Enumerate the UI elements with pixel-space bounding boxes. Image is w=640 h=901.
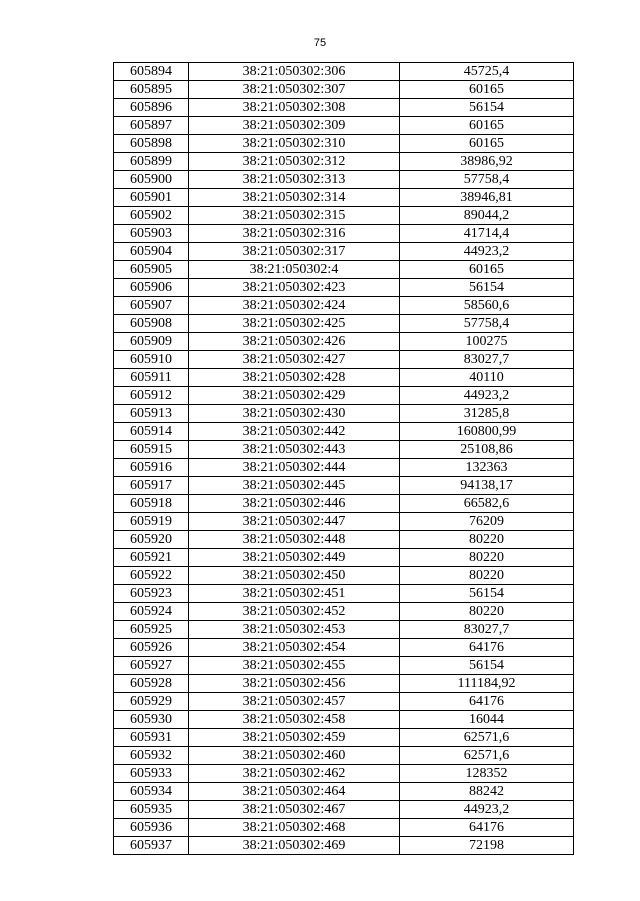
cadastral-number-cell: 38:21:050302:448	[189, 531, 400, 549]
cadastral-number-cell: 38:21:050302:316	[189, 225, 400, 243]
cadastral-number-cell: 38:21:050302:460	[189, 747, 400, 765]
cadastral-number-cell: 38:21:050302:455	[189, 657, 400, 675]
value-cell: 160800,99	[400, 423, 574, 441]
row-number-cell: 605903	[114, 225, 189, 243]
value-cell: 41714,4	[400, 225, 574, 243]
cadastral-number-cell: 38:21:050302:423	[189, 279, 400, 297]
cadastral-number-cell: 38:21:050302:467	[189, 801, 400, 819]
value-cell: 56154	[400, 657, 574, 675]
table-row	[114, 819, 574, 837]
row-number-cell: 605904	[114, 243, 189, 261]
value-cell: 76209	[400, 513, 574, 531]
cadastral-number-cell: 38:21:050302:445	[189, 477, 400, 495]
row-number-cell: 605916	[114, 459, 189, 477]
table-row	[114, 135, 574, 153]
value-cell: 64176	[400, 693, 574, 711]
table-row	[114, 351, 574, 369]
row-number-cell: 605935	[114, 801, 189, 819]
cadastral-number-cell: 38:21:050302:430	[189, 405, 400, 423]
row-number-cell: 605898	[114, 135, 189, 153]
value-cell: 80220	[400, 567, 574, 585]
value-cell: 25108,86	[400, 441, 574, 459]
row-number-cell: 605919	[114, 513, 189, 531]
value-cell: 80220	[400, 603, 574, 621]
value-cell: 83027,7	[400, 351, 574, 369]
cadastral-number-cell: 38:21:050302:308	[189, 99, 400, 117]
row-number-cell: 605931	[114, 729, 189, 747]
table-row	[114, 495, 574, 513]
row-number-cell: 605915	[114, 441, 189, 459]
row-number-cell: 605937	[114, 837, 189, 855]
cadastral-number-cell: 38:21:050302:443	[189, 441, 400, 459]
value-cell: 57758,4	[400, 171, 574, 189]
row-number-cell: 605932	[114, 747, 189, 765]
cadastral-number-cell: 38:21:050302:4	[189, 261, 400, 279]
value-cell: 80220	[400, 531, 574, 549]
cadastral-number-cell: 38:21:050302:462	[189, 765, 400, 783]
row-number-cell: 605901	[114, 189, 189, 207]
table-row	[114, 801, 574, 819]
table-row	[114, 711, 574, 729]
row-number-cell: 605929	[114, 693, 189, 711]
value-cell: 100275	[400, 333, 574, 351]
cadastral-number-cell: 38:21:050302:450	[189, 567, 400, 585]
row-number-cell: 605900	[114, 171, 189, 189]
value-cell: 38946,81	[400, 189, 574, 207]
table-row	[114, 117, 574, 135]
cadastral-number-cell: 38:21:050302:425	[189, 315, 400, 333]
value-cell: 64176	[400, 819, 574, 837]
cadastral-number-cell: 38:21:050302:453	[189, 621, 400, 639]
value-cell: 111184,92	[400, 675, 574, 693]
cadastral-number-cell: 38:21:050302:313	[189, 171, 400, 189]
cadastral-number-cell: 38:21:050302:451	[189, 585, 400, 603]
value-cell: 60165	[400, 135, 574, 153]
value-cell: 56154	[400, 279, 574, 297]
row-number-cell: 605933	[114, 765, 189, 783]
table-row	[114, 639, 574, 657]
row-number-cell: 605902	[114, 207, 189, 225]
table-row	[114, 837, 574, 855]
row-number-cell: 605895	[114, 81, 189, 99]
table-row	[114, 459, 574, 477]
table-row	[114, 549, 574, 567]
value-cell: 94138,17	[400, 477, 574, 495]
table-row	[114, 729, 574, 747]
table-row	[114, 747, 574, 765]
row-number-cell: 605909	[114, 333, 189, 351]
cadastral-number-cell: 38:21:050302:442	[189, 423, 400, 441]
value-cell: 72198	[400, 837, 574, 855]
cadastral-number-cell: 38:21:050302:306	[189, 63, 400, 81]
row-number-cell: 605912	[114, 387, 189, 405]
cadastral-number-cell: 38:21:050302:452	[189, 603, 400, 621]
cadastral-number-cell: 38:21:050302:307	[189, 81, 400, 99]
cadastral-number-cell: 38:21:050302:447	[189, 513, 400, 531]
value-cell: 44923,2	[400, 387, 574, 405]
value-cell: 58560,6	[400, 297, 574, 315]
row-number-cell: 605896	[114, 99, 189, 117]
cadastral-number-cell: 38:21:050302:428	[189, 369, 400, 387]
table-row	[114, 531, 574, 549]
table-row	[114, 585, 574, 603]
row-number-cell: 605908	[114, 315, 189, 333]
table-row	[114, 369, 574, 387]
table-row	[114, 405, 574, 423]
value-cell: 88242	[400, 783, 574, 801]
row-number-cell: 605894	[114, 63, 189, 81]
table-row	[114, 63, 574, 81]
cadastral-number-cell: 38:21:050302:310	[189, 135, 400, 153]
cadastral-number-cell: 38:21:050302:454	[189, 639, 400, 657]
cadastral-number-cell: 38:21:050302:449	[189, 549, 400, 567]
page-number: 75	[313, 37, 327, 49]
table-row	[114, 153, 574, 171]
row-number-cell: 605922	[114, 567, 189, 585]
cadastral-number-cell: 38:21:050302:457	[189, 693, 400, 711]
table-row	[114, 243, 574, 261]
value-cell: 80220	[400, 549, 574, 567]
row-number-cell: 605934	[114, 783, 189, 801]
row-number-cell: 605925	[114, 621, 189, 639]
row-number-cell: 605907	[114, 297, 189, 315]
row-number-cell: 605906	[114, 279, 189, 297]
cadastral-number-cell: 38:21:050302:429	[189, 387, 400, 405]
value-cell: 60165	[400, 81, 574, 99]
table-row	[114, 567, 574, 585]
cadastral-number-cell: 38:21:050302:456	[189, 675, 400, 693]
value-cell: 62571,6	[400, 729, 574, 747]
row-number-cell: 605930	[114, 711, 189, 729]
row-number-cell: 605913	[114, 405, 189, 423]
table-row	[114, 423, 574, 441]
table-row	[114, 81, 574, 99]
value-cell: 44923,2	[400, 243, 574, 261]
value-cell: 56154	[400, 585, 574, 603]
cadastral-number-cell: 38:21:050302:314	[189, 189, 400, 207]
table-row	[114, 441, 574, 459]
table-row	[114, 513, 574, 531]
cadastral-number-cell: 38:21:050302:469	[189, 837, 400, 855]
value-cell: 40110	[400, 369, 574, 387]
row-number-cell: 605914	[114, 423, 189, 441]
table-row	[114, 207, 574, 225]
value-cell: 31285,8	[400, 405, 574, 423]
value-cell: 16044	[400, 711, 574, 729]
cadastral-number-cell: 38:21:050302:458	[189, 711, 400, 729]
value-cell: 60165	[400, 117, 574, 135]
table-row	[114, 315, 574, 333]
table-row	[114, 675, 574, 693]
row-number-cell: 605917	[114, 477, 189, 495]
row-number-cell: 605923	[114, 585, 189, 603]
table-row	[114, 765, 574, 783]
row-number-cell: 605897	[114, 117, 189, 135]
table-row	[114, 225, 574, 243]
row-number-cell: 605926	[114, 639, 189, 657]
value-cell: 38986,92	[400, 153, 574, 171]
cadastral-number-cell: 38:21:050302:427	[189, 351, 400, 369]
cadastral-number-cell: 38:21:050302:424	[189, 297, 400, 315]
table-row	[114, 297, 574, 315]
table-row	[114, 261, 574, 279]
row-number-cell: 605911	[114, 369, 189, 387]
table-body	[114, 63, 574, 855]
table-row	[114, 333, 574, 351]
table-row	[114, 657, 574, 675]
value-cell: 56154	[400, 99, 574, 117]
value-cell: 62571,6	[400, 747, 574, 765]
value-cell: 64176	[400, 639, 574, 657]
table-row	[114, 387, 574, 405]
cadastral-number-cell: 38:21:050302:317	[189, 243, 400, 261]
row-number-cell: 605927	[114, 657, 189, 675]
row-number-cell: 605920	[114, 531, 189, 549]
table-row	[114, 189, 574, 207]
cadastral-table	[113, 62, 574, 855]
row-number-cell: 605905	[114, 261, 189, 279]
table-row	[114, 171, 574, 189]
cadastral-number-cell: 38:21:050302:444	[189, 459, 400, 477]
table-row	[114, 477, 574, 495]
row-number-cell: 605910	[114, 351, 189, 369]
value-cell: 66582,6	[400, 495, 574, 513]
value-cell: 45725,4	[400, 63, 574, 81]
value-cell: 44923,2	[400, 801, 574, 819]
row-number-cell: 605928	[114, 675, 189, 693]
cadastral-number-cell: 38:21:050302:426	[189, 333, 400, 351]
cadastral-number-cell: 38:21:050302:464	[189, 783, 400, 801]
value-cell: 57758,4	[400, 315, 574, 333]
table-row	[114, 693, 574, 711]
row-number-cell: 605899	[114, 153, 189, 171]
cadastral-number-cell: 38:21:050302:309	[189, 117, 400, 135]
table-row	[114, 99, 574, 117]
table-row	[114, 783, 574, 801]
cadastral-number-cell: 38:21:050302:315	[189, 207, 400, 225]
value-cell: 89044,2	[400, 207, 574, 225]
cadastral-number-cell: 38:21:050302:446	[189, 495, 400, 513]
row-number-cell: 605924	[114, 603, 189, 621]
value-cell: 60165	[400, 261, 574, 279]
cadastral-number-cell: 38:21:050302:312	[189, 153, 400, 171]
cadastral-number-cell: 38:21:050302:468	[189, 819, 400, 837]
value-cell: 128352	[400, 765, 574, 783]
row-number-cell: 605918	[114, 495, 189, 513]
value-cell: 132363	[400, 459, 574, 477]
table-row	[114, 621, 574, 639]
value-cell: 83027,7	[400, 621, 574, 639]
table-row	[114, 603, 574, 621]
table-row	[114, 279, 574, 297]
cadastral-number-cell: 38:21:050302:459	[189, 729, 400, 747]
row-number-cell: 605921	[114, 549, 189, 567]
row-number-cell: 605936	[114, 819, 189, 837]
